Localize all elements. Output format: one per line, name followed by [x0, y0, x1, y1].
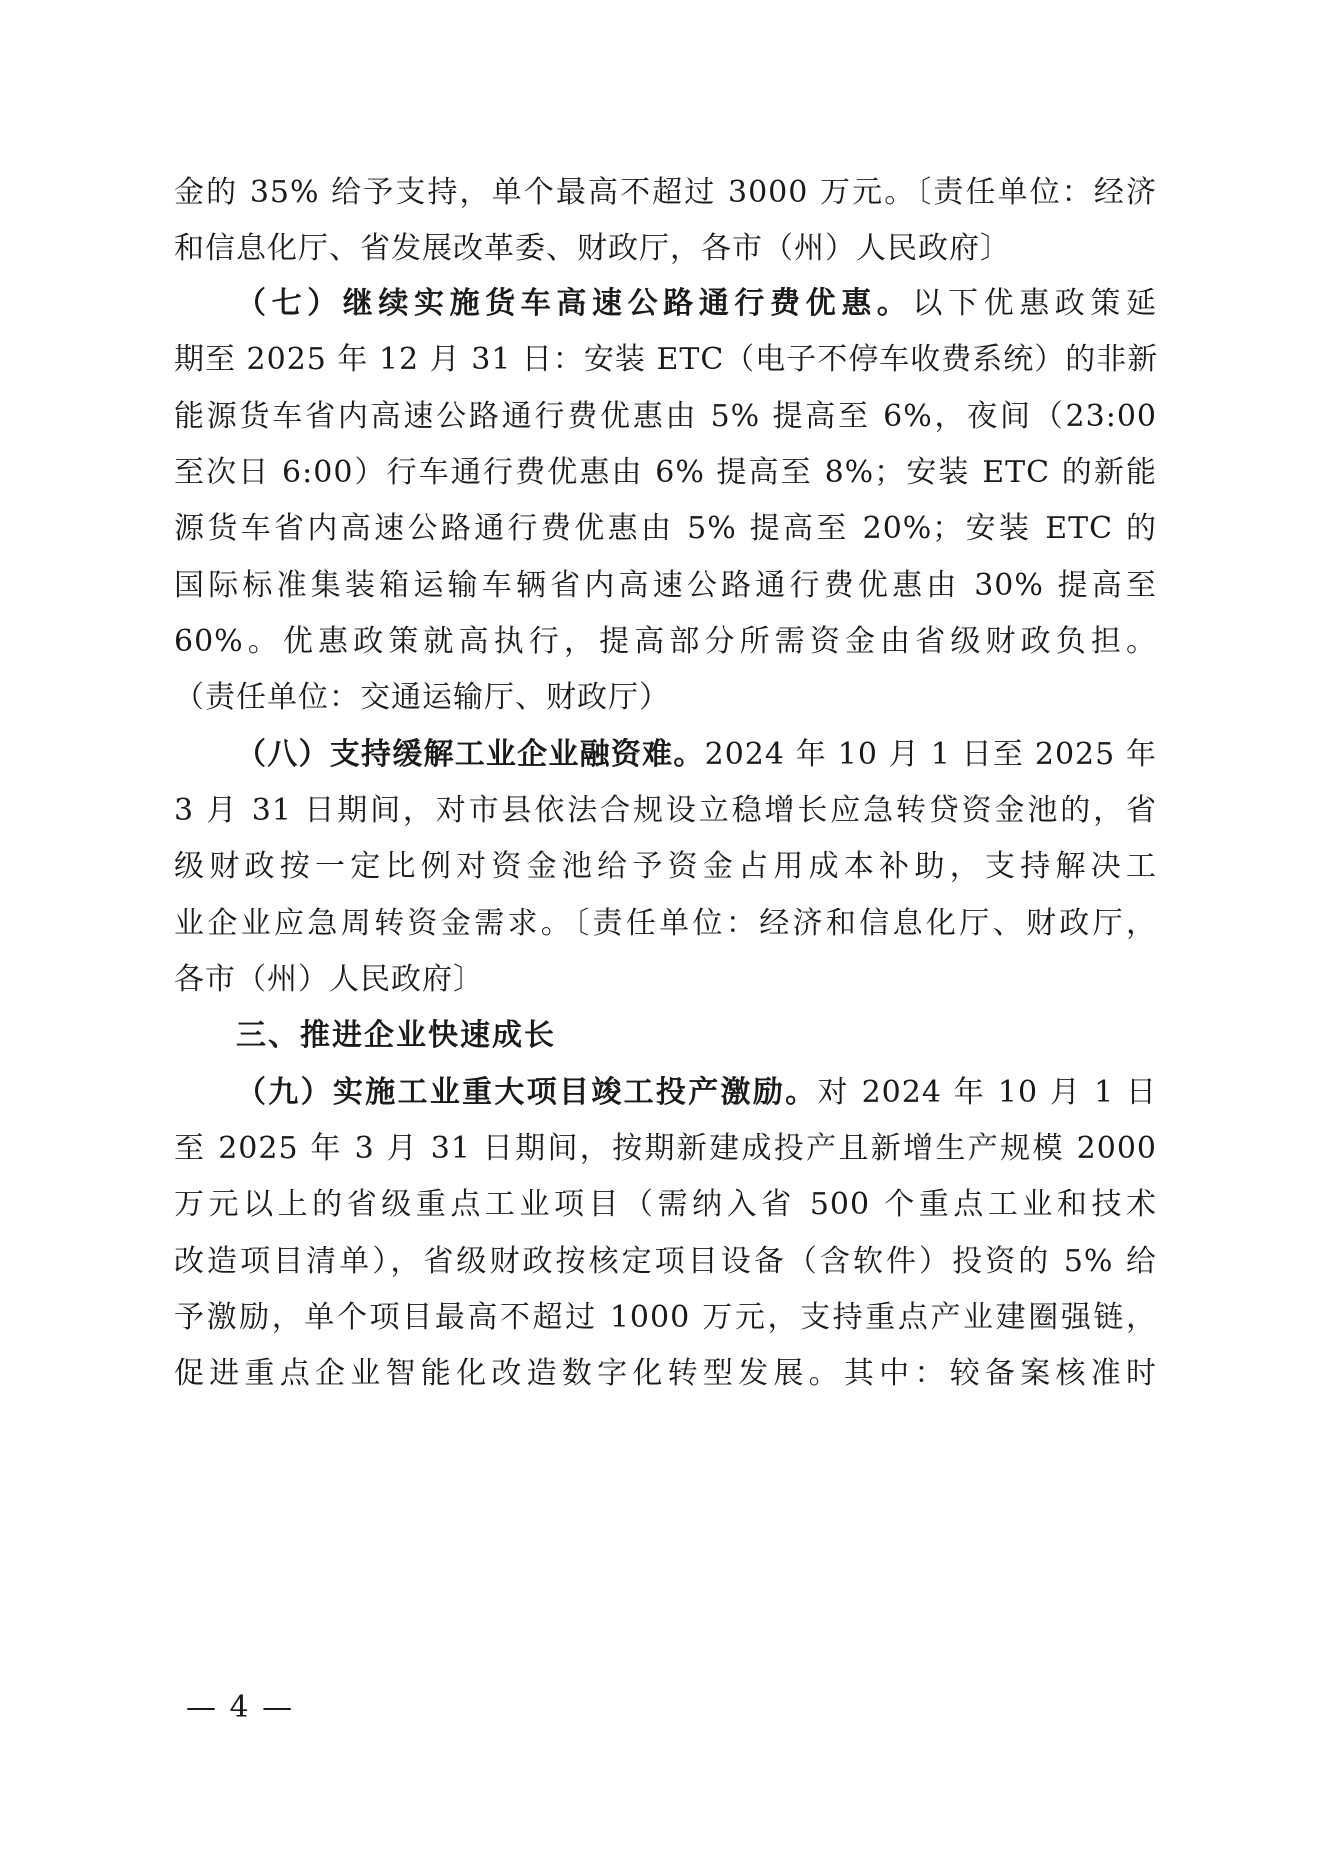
body-line-19: 万元以上的省级重点工业项目（需纳入省 500 个重点工业和技术: [174, 1187, 1157, 1222]
body-line-18: 至 2025 年 3 月 31 日期间，按期新建成投产且新增生产规模 2000: [174, 1131, 1157, 1166]
section-8-text-start: 2024 年 10 月 1 日至 2025 年: [704, 737, 1157, 772]
section-7-text-start: 以下优惠政策延: [912, 286, 1158, 321]
body-line-8: 国际标准集装箱运输车辆省内高速公路通行费优惠由 30% 提高至: [174, 568, 1157, 603]
body-line-10: （责任单位：交通运输厅、财政厅）: [174, 680, 670, 715]
section-8-title: （八）支持缓解工业企业融资难。: [236, 737, 705, 772]
section-heading-3: 三、推进企业快速成长: [236, 1018, 556, 1053]
body-line-4: 期至 2025 年 12 月 31 日：安装 ETC（电子不停车收费系统）的非新: [174, 342, 1159, 377]
body-line-12: 3 月 31 日期间，对市县依法合规设立稳增长应急转贷资金池的，省: [174, 793, 1157, 828]
body-line-15: 各市（州）人民政府〕: [174, 962, 484, 997]
body-line-7: 源货车省内高速公路通行费优惠由 5% 提高至 20%；安装 ETC 的: [174, 511, 1157, 546]
body-line-22: 促进重点企业智能化改造数字化转型发展。其中：较备案核准时: [174, 1356, 1157, 1391]
body-line-21: 予激励，单个项目最高不超过 1000 万元，支持重点产业建圈强链，: [174, 1300, 1157, 1335]
body-line-2: 和信息化厅、省发展改革委、财政厅，各市（州）人民政府〕: [174, 231, 1011, 266]
section-7-title: （七）继续实施货车高速公路通行费优惠。: [236, 286, 913, 321]
body-line-9: 60%。优惠政策就高执行，提高部分所需资金由省级财政负担。: [174, 624, 1157, 659]
page-number: — 4 —: [186, 1690, 295, 1725]
body-line-14: 业企业应急周转资金需求。〔责任单位：经济和信息化厅、财政厅，: [174, 906, 1157, 941]
section-9-text-start: 对 2024 年 10 月 1 日: [817, 1075, 1158, 1110]
body-line-6: 至次日 6:00）行车通行费优惠由 6% 提高至 8%；安装 ETC 的新能: [174, 455, 1157, 490]
body-line-20: 改造项目清单），省级财政按核定项目设备（含软件）投资的 5% 给: [174, 1244, 1157, 1279]
body-line-13: 级财政按一定比例对资金池给予资金占用成本补助，支持解决工: [174, 849, 1157, 884]
body-line-1: 金的 35% 给予支持，单个最高不超过 3000 万元。〔责任单位：经济: [174, 175, 1157, 210]
body-line-5: 能源货车省内高速公路通行费优惠由 5% 提高至 6%，夜间（23:00: [174, 399, 1157, 434]
section-9-title: （九）实施工业重大项目竣工投产激励。: [236, 1075, 818, 1110]
